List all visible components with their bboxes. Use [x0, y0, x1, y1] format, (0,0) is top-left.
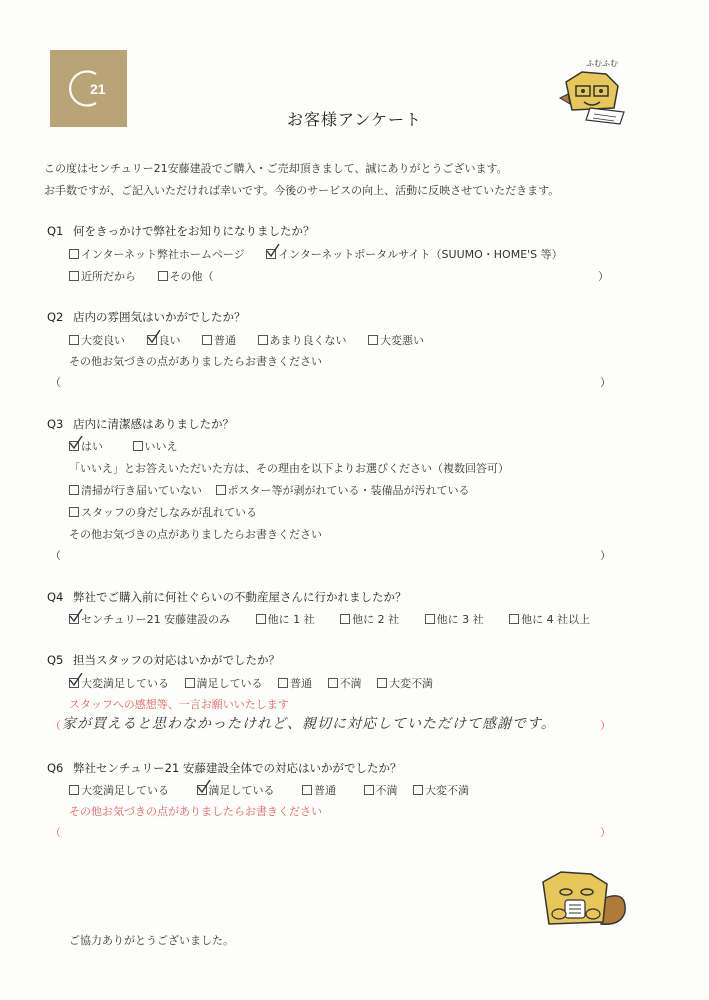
q1-number: Q1: [47, 224, 64, 238]
checkbox[interactable]: [69, 335, 79, 345]
q2-comment-field[interactable]: [66, 372, 596, 388]
checkbox[interactable]: [185, 678, 195, 688]
q1-other-close-paren: ）: [598, 270, 609, 283]
q3-option-yes[interactable]: はい: [69, 438, 103, 454]
q2-options: [69, 332, 442, 348]
checkbox-checked[interactable]: [197, 785, 207, 795]
q2-option-not-good[interactable]: あまり良くない: [258, 332, 347, 348]
checkbox[interactable]: [158, 271, 168, 281]
q1-option-portal[interactable]: インターネットポータルサイト（SUUMO・HOME'S 等）: [266, 246, 562, 262]
checkbox[interactable]: [202, 335, 212, 345]
q1-text: 何をきっかけで弊社をお知りになりましたか？: [73, 224, 315, 238]
q1-options-row-2: [69, 268, 609, 284]
checkbox[interactable]: [69, 507, 79, 517]
q6-question: Q6 弊社センチュリー21 安藤建設全体での対応はいかがでしたか？: [47, 761, 402, 775]
q3-comment-close-paren: ）: [600, 549, 611, 562]
checkbox-checked[interactable]: [147, 335, 157, 345]
check-mark-icon: [69, 436, 83, 450]
thanks-message: ご協力ありがとうございました。: [69, 934, 234, 947]
checkbox-checked[interactable]: [266, 249, 276, 259]
q6-option-very-satisfied[interactable]: 大変満足している: [69, 782, 169, 798]
q5-option-unsatisfied[interactable]: 不満: [328, 675, 362, 691]
q6-comment-close-paren: ）: [600, 826, 611, 839]
q2-option-very-bad[interactable]: 大変悪い: [368, 332, 424, 348]
q1-option-other[interactable]: その他（: [158, 268, 214, 284]
checkbox[interactable]: [368, 335, 378, 345]
checkbox[interactable]: [216, 485, 226, 495]
checkbox[interactable]: [328, 678, 338, 688]
q6-comment-field[interactable]: [66, 822, 596, 838]
checkbox[interactable]: [258, 335, 268, 345]
q4-option-3[interactable]: 他に 3 社: [425, 611, 484, 627]
q2-note: その他お気づきの点がありましたらお書きください: [69, 355, 322, 368]
checkbox[interactable]: [413, 785, 423, 795]
q2-option-very-good[interactable]: 大変良い: [69, 332, 125, 348]
q6-option-very-unsatisfied[interactable]: 大変不満: [413, 782, 469, 798]
check-mark-icon: [266, 244, 280, 258]
q2-option-good[interactable]: 良い: [147, 332, 181, 348]
checkbox[interactable]: [256, 614, 266, 624]
q3-note: その他お気づきの点がありましたらお書きください: [69, 528, 322, 541]
checkbox[interactable]: [69, 249, 79, 259]
q2-comment-open-paren: （: [50, 376, 61, 389]
q4-option-only-us[interactable]: センチュリー21 安藤建設のみ: [69, 611, 230, 627]
checkbox[interactable]: [364, 785, 374, 795]
mascot-caption: ふむふむ: [586, 59, 618, 68]
q3-question: Q3 店内に清潔感はありましたか？: [47, 417, 234, 431]
q6-option-unsatisfied[interactable]: 不満: [364, 782, 398, 798]
q3-follow-up: 「いいえ」とお答えいただいた方は、その理由を以下よりお選びください（複数回答可）: [69, 462, 509, 475]
q5-option-very-unsatisfied[interactable]: 大変不満: [377, 675, 433, 691]
q3-options: [69, 438, 196, 454]
q5-option-very-satisfied[interactable]: 大変満足している: [69, 675, 169, 691]
q3-reasons-row-2: [69, 504, 275, 520]
q5-handwritten-comment[interactable]: 家が買えると思わなかったけれど、親切に対応していただけて感謝です。: [62, 716, 556, 732]
q6-option-normal[interactable]: 普通: [302, 782, 336, 798]
checkbox[interactable]: [509, 614, 519, 624]
q3-option-no[interactable]: いいえ: [133, 438, 178, 454]
page-title: お客様アンケート: [286, 110, 423, 129]
checkbox[interactable]: [69, 271, 79, 281]
q5-option-satisfied[interactable]: 満足している: [185, 675, 263, 691]
q4-option-1[interactable]: 他に 1 社: [256, 611, 315, 627]
q5-question: Q5 担当スタッフの対応はいかがでしたか？: [47, 653, 280, 667]
intro-line-1: この度はセンチュリー21安藤建設でご購入・ご売却頂きまして、誠にありがとうございます。: [44, 162, 508, 175]
q1-options-row-1: [69, 246, 581, 262]
check-mark-icon: [197, 780, 211, 794]
checkbox[interactable]: [69, 485, 79, 495]
q4-options: [69, 611, 590, 627]
svg-text:21: 21: [90, 81, 106, 97]
q3-reason-staff-appearance[interactable]: スタッフの身だしなみが乱れている: [69, 504, 257, 520]
check-mark-icon: [69, 673, 83, 687]
checkbox[interactable]: [133, 441, 143, 451]
q5-option-normal[interactable]: 普通: [278, 675, 312, 691]
dog-mascot-bottom-icon: [535, 868, 635, 932]
q3-comment-field[interactable]: [66, 545, 596, 561]
q1-question: [47, 223, 315, 239]
q4-question: Q4 弊社でご購入前に何社ぐらいの不動産屋さんに行かれましたか？: [47, 590, 407, 604]
checkbox-checked[interactable]: [69, 614, 79, 624]
q2-question: Q2 店内の雰囲気はいかがでしたか？: [47, 310, 246, 324]
q4-option-4-plus[interactable]: 他に 4 社以上: [509, 611, 590, 627]
check-mark-icon: [147, 330, 161, 344]
q6-note: その他お気づきの点がありましたらお書きください: [69, 805, 322, 818]
checkbox[interactable]: [278, 678, 288, 688]
q3-comment-open-paren: （: [50, 549, 61, 562]
q1-option-nearby[interactable]: 近所だから: [69, 268, 136, 284]
q5-options: [69, 675, 451, 691]
q3-reason-posters[interactable]: ポスター等が剥がれている・装備品が汚れている: [216, 482, 470, 498]
checkbox-checked[interactable]: [69, 678, 79, 688]
checkbox-checked[interactable]: [69, 441, 79, 451]
q1-option-homepage[interactable]: インターネット弊社ホームページ: [69, 246, 245, 262]
q2-comment-close-paren: ）: [600, 376, 611, 389]
checkbox[interactable]: [69, 785, 79, 795]
q3-reason-cleaning[interactable]: 清掃が行き届いていない: [69, 482, 202, 498]
checkbox[interactable]: [377, 678, 387, 688]
intro-line-2: お手数ですが、ご記入いただければ幸いです。今後のサービスの向上、活動に反映させていただきます。: [44, 184, 560, 197]
checkbox[interactable]: [302, 785, 312, 795]
q5-comment-open-paren: （: [50, 719, 61, 732]
check-mark-icon: [69, 609, 83, 623]
checkbox[interactable]: [425, 614, 435, 624]
q5-comment-close-paren: ）: [600, 719, 611, 732]
checkbox[interactable]: [340, 614, 350, 624]
q2-option-normal[interactable]: 普通: [202, 332, 236, 348]
q6-option-satisfied[interactable]: 満足している: [197, 782, 275, 798]
q5-note: スタッフへの感想等、一言お願いいたします: [69, 698, 289, 711]
q4-option-2[interactable]: 他に 2 社: [340, 611, 399, 627]
q6-comment-open-paren: （: [50, 826, 61, 839]
q6-options: [69, 782, 487, 798]
q3-reasons-row-1: [69, 482, 488, 498]
